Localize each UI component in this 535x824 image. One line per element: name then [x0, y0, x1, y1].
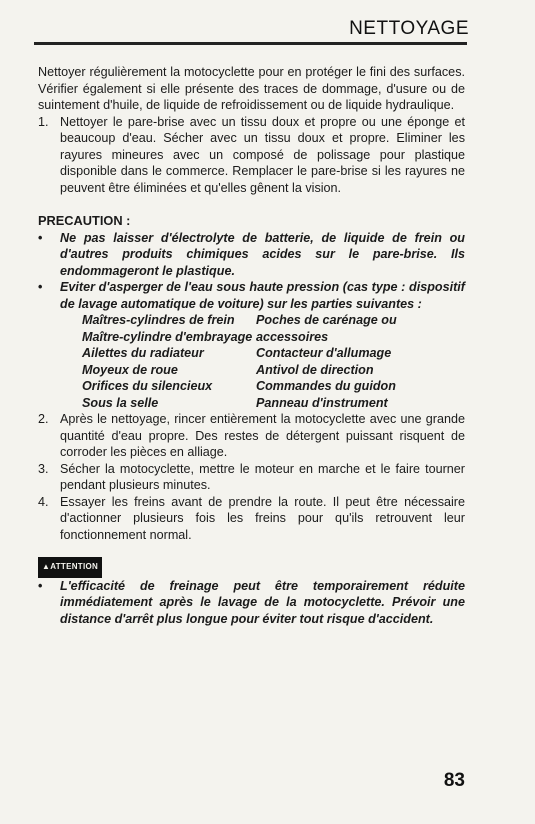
attention-text: L'efficacité de freinage peut être temporairement réduite immédiatement après le lavage de la motocyclette. Prévoir une distance d'arrêt plus longue pour éviter tout risque d'accident. [60, 578, 465, 626]
step-number: 3. [38, 461, 49, 476]
step-item [38, 494, 465, 544]
bullet-icon: • [38, 230, 43, 245]
precaution-heading: PRECAUTION : [38, 213, 131, 228]
part-item: Moyeux de roue [82, 362, 178, 377]
part-item: Commandes du guidon [256, 379, 396, 393]
step-number: 2. [38, 412, 49, 426]
part-item: Maîtres-cylindres de frein [82, 313, 235, 327]
step-item [38, 411, 465, 461]
part-item: Orifices du silencieux [82, 379, 213, 393]
precaution-text: Eviter d'asperger de l'eau sous haute pression (cas type : dispositif de lavage automatique de voiture) sur les parties suivantes : [60, 280, 465, 311]
parts-column-left [82, 312, 256, 411]
part-item: Ailettes du radiateur [82, 346, 204, 360]
part-item: Sous la selle [82, 395, 159, 410]
attention-item [38, 578, 465, 628]
attention-badge: ▲ATTENTION [38, 557, 102, 578]
steps-list-a [38, 114, 465, 197]
step-text: Nettoyer le pare-brise avec un tissu doux et propre ou une éponge et beaucoup d'eau. Sécher avec un tissu doux et propre. Eliminer les rayures mineures avec un composé de polissage pour plastique disponible dans le commerce. Remplacer le pare-brise si les rayures ne peuvent être éliminées et qu'elles gênent la vision. [60, 114, 465, 195]
part-item: Poches de carénage ou accessoires [256, 313, 397, 344]
precaution-item [38, 279, 465, 312]
intro-paragraph: Nettoyer régulièrement la motocyclette pour en protéger le fini des surfaces. Vérifier également si elle présente des traces de dommage, d'usure ou de suintement d'huile, de liquide de refroidissement ou de liquide hydraulique. [38, 65, 465, 112]
part-item: Contacteur d'allumage [256, 346, 392, 360]
step-text: Essayer les freins avant de prendre la route. Il peut être nécessaire d'actionner plusieurs fois les freins pour qu'ils retrouvent leur fonctionnement normal. [60, 494, 465, 542]
step-item [38, 114, 465, 197]
attention-list [38, 578, 465, 628]
step-item [38, 461, 465, 494]
page-number: 83 [443, 770, 465, 791]
step-number: 4. [38, 494, 49, 509]
steps-list-b [38, 411, 465, 543]
bullet-icon: • [38, 578, 43, 593]
precaution-item [38, 230, 465, 280]
parts-column-right [256, 312, 465, 411]
part-item: Panneau d'instrument [256, 395, 388, 410]
step-text: Sécher la motocyclette, mettre le moteur en marche et le faire tourner pendant plusieurs minutes. [60, 461, 465, 492]
step-text: Après le nettoyage, rincer entièrement la motocyclette avec une grande quantité d'eau propre. Des restes de détergent puissant risquent de corroder les pièces en alliage. [60, 412, 465, 459]
part-item: Antivol de direction [256, 362, 374, 377]
page-content [38, 64, 465, 627]
section-title: NETTOYAGE [349, 18, 469, 39]
step-number: 1. [38, 114, 49, 129]
bullet-icon: • [38, 280, 43, 294]
part-item: Maître-cylindre d'embrayage [82, 329, 253, 344]
precaution-list [38, 230, 465, 313]
header-rule [34, 42, 467, 45]
precaution-text: Ne pas laisser d'électrolyte de batterie, de liquide de frein ou d'autres produits chimiques acides sur le pare-brise. Ils endommageront le plastique. [60, 230, 465, 278]
parts-list [38, 312, 465, 411]
